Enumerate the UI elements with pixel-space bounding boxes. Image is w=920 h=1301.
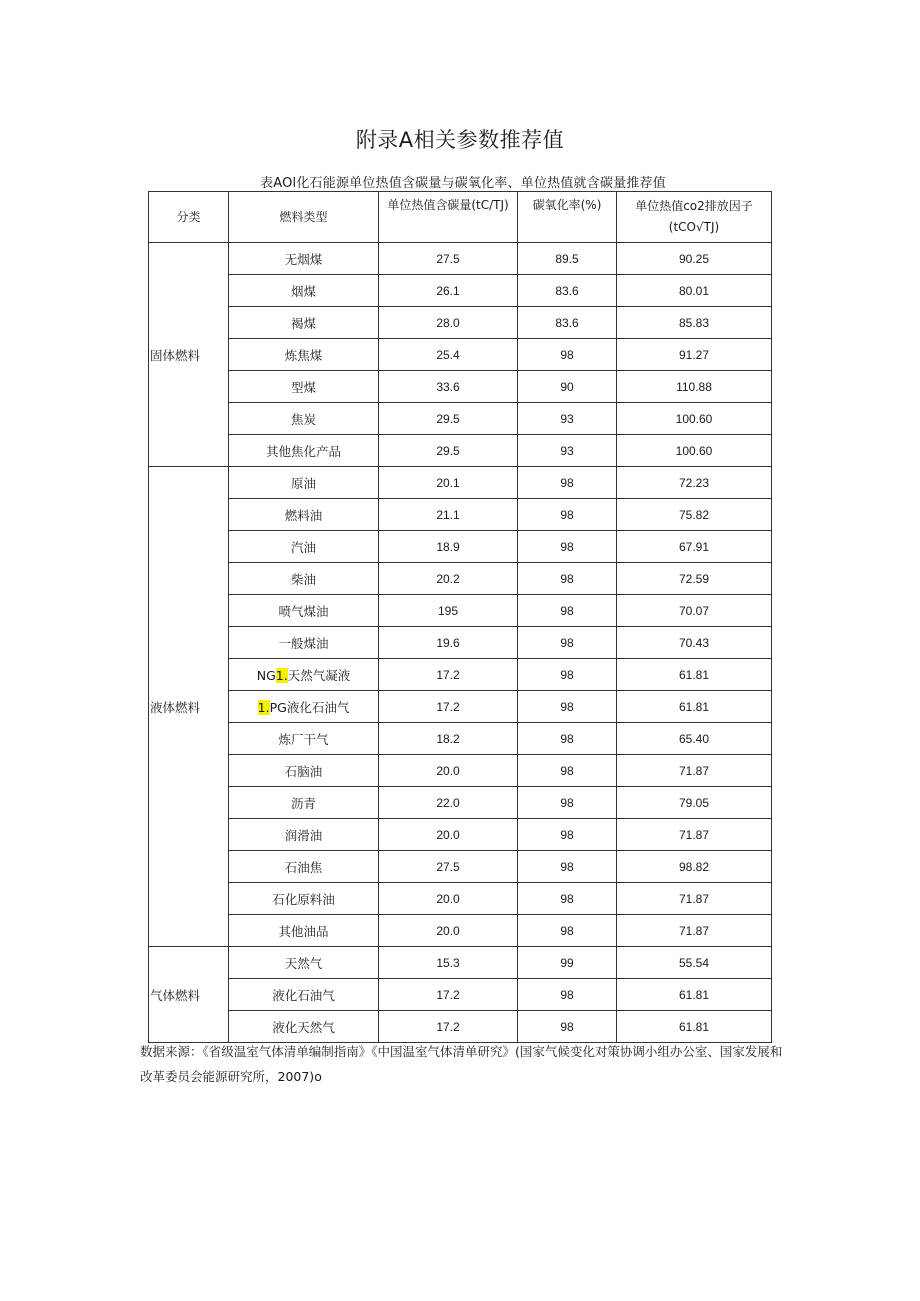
emission-factor-cell: 79.05 — [617, 787, 772, 819]
fuel-type-cell — [229, 691, 379, 723]
oxidation-rate-cell: 98 — [518, 563, 617, 595]
fuel-type-cell: 燃料油 — [229, 499, 379, 531]
carbon-content-cell: 20.0 — [379, 883, 518, 915]
fuel-type-cell: 喷气煤油 — [229, 595, 379, 627]
oxidation-rate-cell: 90 — [518, 371, 617, 403]
oxidation-rate-cell: 83.6 — [518, 307, 617, 339]
table-row — [149, 979, 772, 1011]
table-row — [149, 755, 772, 787]
emission-factor-cell: 71.87 — [617, 819, 772, 851]
carbon-content-cell: 20.1 — [379, 467, 518, 499]
oxidation-rate-cell: 98 — [518, 787, 617, 819]
header-row — [149, 192, 772, 243]
fuel-type-cell: 柴油 — [229, 563, 379, 595]
emission-factor-cell: 71.87 — [617, 755, 772, 787]
table-row — [149, 915, 772, 947]
header-emission-factor-line1: 单位热值co2排放因子 — [635, 199, 753, 213]
carbon-content-cell: 18.2 — [379, 723, 518, 755]
oxidation-rate-cell: 98 — [518, 883, 617, 915]
fuel-type-cell: 型煤 — [229, 371, 379, 403]
carbon-content-cell: 20.0 — [379, 915, 518, 947]
oxidation-rate-cell: 98 — [518, 851, 617, 883]
table-row — [149, 819, 772, 851]
oxidation-rate-cell: 98 — [518, 595, 617, 627]
fuel-type-cell — [229, 659, 379, 691]
fuel-type-cell: 烟煤 — [229, 275, 379, 307]
carbon-content-cell: 22.0 — [379, 787, 518, 819]
fuel-type-cell: 炼焦煤 — [229, 339, 379, 371]
table-row — [149, 595, 772, 627]
oxidation-rate-cell: 98 — [518, 467, 617, 499]
oxidation-rate-cell: 99 — [518, 947, 617, 979]
emission-factor-cell: 75.82 — [617, 499, 772, 531]
table-row — [149, 243, 772, 275]
fuel-suffix: 天然气凝液 — [287, 667, 351, 683]
carbon-content-cell: 20.0 — [379, 755, 518, 787]
table-row — [149, 787, 772, 819]
header-oxidation-rate: 碳氧化率(%) — [518, 192, 617, 243]
category-cell: 固体燃料 — [149, 243, 229, 467]
emission-factor-cell: 71.87 — [617, 915, 772, 947]
carbon-content-cell: 17.2 — [379, 659, 518, 691]
page-title: 附录A相关参数推荐值 — [355, 128, 565, 152]
carbon-content-cell: 18.9 — [379, 531, 518, 563]
table-row — [149, 371, 772, 403]
table-row — [149, 883, 772, 915]
oxidation-rate-cell: 89.5 — [518, 243, 617, 275]
table-row — [149, 627, 772, 659]
fuel-suffix: PG液化石油气 — [269, 699, 350, 715]
oxidation-rate-cell: 98 — [518, 979, 617, 1011]
fuel-type-cell: 石化原料油 — [229, 883, 379, 915]
highlighted-text: 1. — [257, 699, 270, 715]
fuel-type-cell: 其他焦化产品 — [229, 435, 379, 467]
fuel-type-cell: 液化天然气 — [229, 1011, 379, 1043]
oxidation-rate-cell: 98 — [518, 755, 617, 787]
oxidation-rate-cell: 98 — [518, 499, 617, 531]
fuel-type-cell: 天然气 — [229, 947, 379, 979]
carbon-content-cell: 21.1 — [379, 499, 518, 531]
table-row — [149, 339, 772, 371]
table-row — [149, 531, 772, 563]
oxidation-rate-cell: 98 — [518, 691, 617, 723]
carbon-content-cell: 26.1 — [379, 275, 518, 307]
oxidation-rate-cell: 98 — [518, 915, 617, 947]
carbon-content-cell: 27.5 — [379, 243, 518, 275]
parameter-table — [148, 191, 772, 1043]
fuel-type-cell: 汽油 — [229, 531, 379, 563]
carbon-content-cell: 29.5 — [379, 435, 518, 467]
emission-factor-cell: 85.83 — [617, 307, 772, 339]
fuel-type-cell: 一般煤油 — [229, 627, 379, 659]
emission-factor-cell: 72.23 — [617, 467, 772, 499]
fuel-type-cell: 无烟煤 — [229, 243, 379, 275]
oxidation-rate-cell: 98 — [518, 339, 617, 371]
table-row — [149, 563, 772, 595]
emission-factor-cell: 61.81 — [617, 659, 772, 691]
carbon-content-cell: 17.2 — [379, 691, 518, 723]
table-row — [149, 275, 772, 307]
data-source-note: 数据来源：《省级温室气体清单编制指南》《中国温室气体清单研究》(国家气候变化对策协调小组办公室、国家发展和改革委员会能源研究所，2007)o — [140, 1044, 783, 1084]
fuel-type-cell: 原油 — [229, 467, 379, 499]
table-row — [149, 691, 772, 723]
header-carbon-content: 单位热值含碳量(tC/TJ) — [379, 192, 518, 243]
emission-factor-cell: 90.25 — [617, 243, 772, 275]
table-row — [149, 435, 772, 467]
category-cell: 液体燃料 — [149, 467, 229, 947]
emission-factor-cell: 70.07 — [617, 595, 772, 627]
carbon-content-cell: 28.0 — [379, 307, 518, 339]
oxidation-rate-cell: 98 — [518, 723, 617, 755]
emission-factor-cell: 110.88 — [617, 371, 772, 403]
category-cell: 气体燃料 — [149, 947, 229, 1043]
header-emission-factor-line2: (tCO√TJ) — [668, 220, 720, 234]
emission-factor-cell: 80.01 — [617, 275, 772, 307]
emission-factor-cell: 98.82 — [617, 851, 772, 883]
fuel-type-cell: 褐煤 — [229, 307, 379, 339]
oxidation-rate-cell: 98 — [518, 627, 617, 659]
fuel-type-cell: 润滑油 — [229, 819, 379, 851]
fuel-type-cell: 其他油品 — [229, 915, 379, 947]
fuel-prefix: NG — [256, 667, 276, 683]
fuel-type-cell: 液化石油气 — [229, 979, 379, 1011]
emission-factor-cell: 71.87 — [617, 883, 772, 915]
carbon-content-cell: 195 — [379, 595, 518, 627]
oxidation-rate-cell: 98 — [518, 531, 617, 563]
table-row — [149, 659, 772, 691]
carbon-content-cell: 27.5 — [379, 851, 518, 883]
emission-factor-cell: 61.81 — [617, 1011, 772, 1043]
emission-factor-cell: 72.59 — [617, 563, 772, 595]
carbon-content-cell: 15.3 — [379, 947, 518, 979]
highlighted-text: 1. — [275, 667, 288, 683]
fuel-type-cell: 石油焦 — [229, 851, 379, 883]
table-row — [149, 467, 772, 499]
header-fuel-type: 燃料类型 — [229, 192, 379, 243]
oxidation-rate-cell: 93 — [518, 435, 617, 467]
emission-factor-cell: 70.43 — [617, 627, 772, 659]
carbon-content-cell: 29.5 — [379, 403, 518, 435]
fuel-type-cell: 石脑油 — [229, 755, 379, 787]
table-row — [149, 1011, 772, 1043]
emission-factor-cell: 67.91 — [617, 531, 772, 563]
fuel-type-cell: 沥青 — [229, 787, 379, 819]
header-category: 分类 — [149, 192, 229, 243]
carbon-content-cell: 17.2 — [379, 979, 518, 1011]
header-emission-factor — [617, 192, 772, 243]
carbon-content-cell: 19.6 — [379, 627, 518, 659]
table-row — [149, 851, 772, 883]
oxidation-rate-cell: 83.6 — [518, 275, 617, 307]
table-row — [149, 307, 772, 339]
carbon-content-cell: 25.4 — [379, 339, 518, 371]
table-row — [149, 499, 772, 531]
table-caption: 表AOl化石能源单位热值含碳量与碳氧化率、单位热值就含碳量推荐值 — [260, 176, 666, 191]
oxidation-rate-cell: 93 — [518, 403, 617, 435]
emission-factor-cell: 100.60 — [617, 435, 772, 467]
oxidation-rate-cell: 98 — [518, 1011, 617, 1043]
oxidation-rate-cell: 98 — [518, 819, 617, 851]
emission-factor-cell: 61.81 — [617, 979, 772, 1011]
fuel-type-cell: 焦炭 — [229, 403, 379, 435]
emission-factor-cell: 65.40 — [617, 723, 772, 755]
oxidation-rate-cell: 98 — [518, 659, 617, 691]
carbon-content-cell: 20.2 — [379, 563, 518, 595]
emission-factor-cell: 55.54 — [617, 947, 772, 979]
table-row — [149, 403, 772, 435]
carbon-content-cell: 33.6 — [379, 371, 518, 403]
fuel-type-cell: 炼厂干气 — [229, 723, 379, 755]
emission-factor-cell: 91.27 — [617, 339, 772, 371]
emission-factor-cell: 61.81 — [617, 691, 772, 723]
table-row — [149, 723, 772, 755]
carbon-content-cell: 20.0 — [379, 819, 518, 851]
emission-factor-cell: 100.60 — [617, 403, 772, 435]
table-row — [149, 947, 772, 979]
carbon-content-cell: 17.2 — [379, 1011, 518, 1043]
